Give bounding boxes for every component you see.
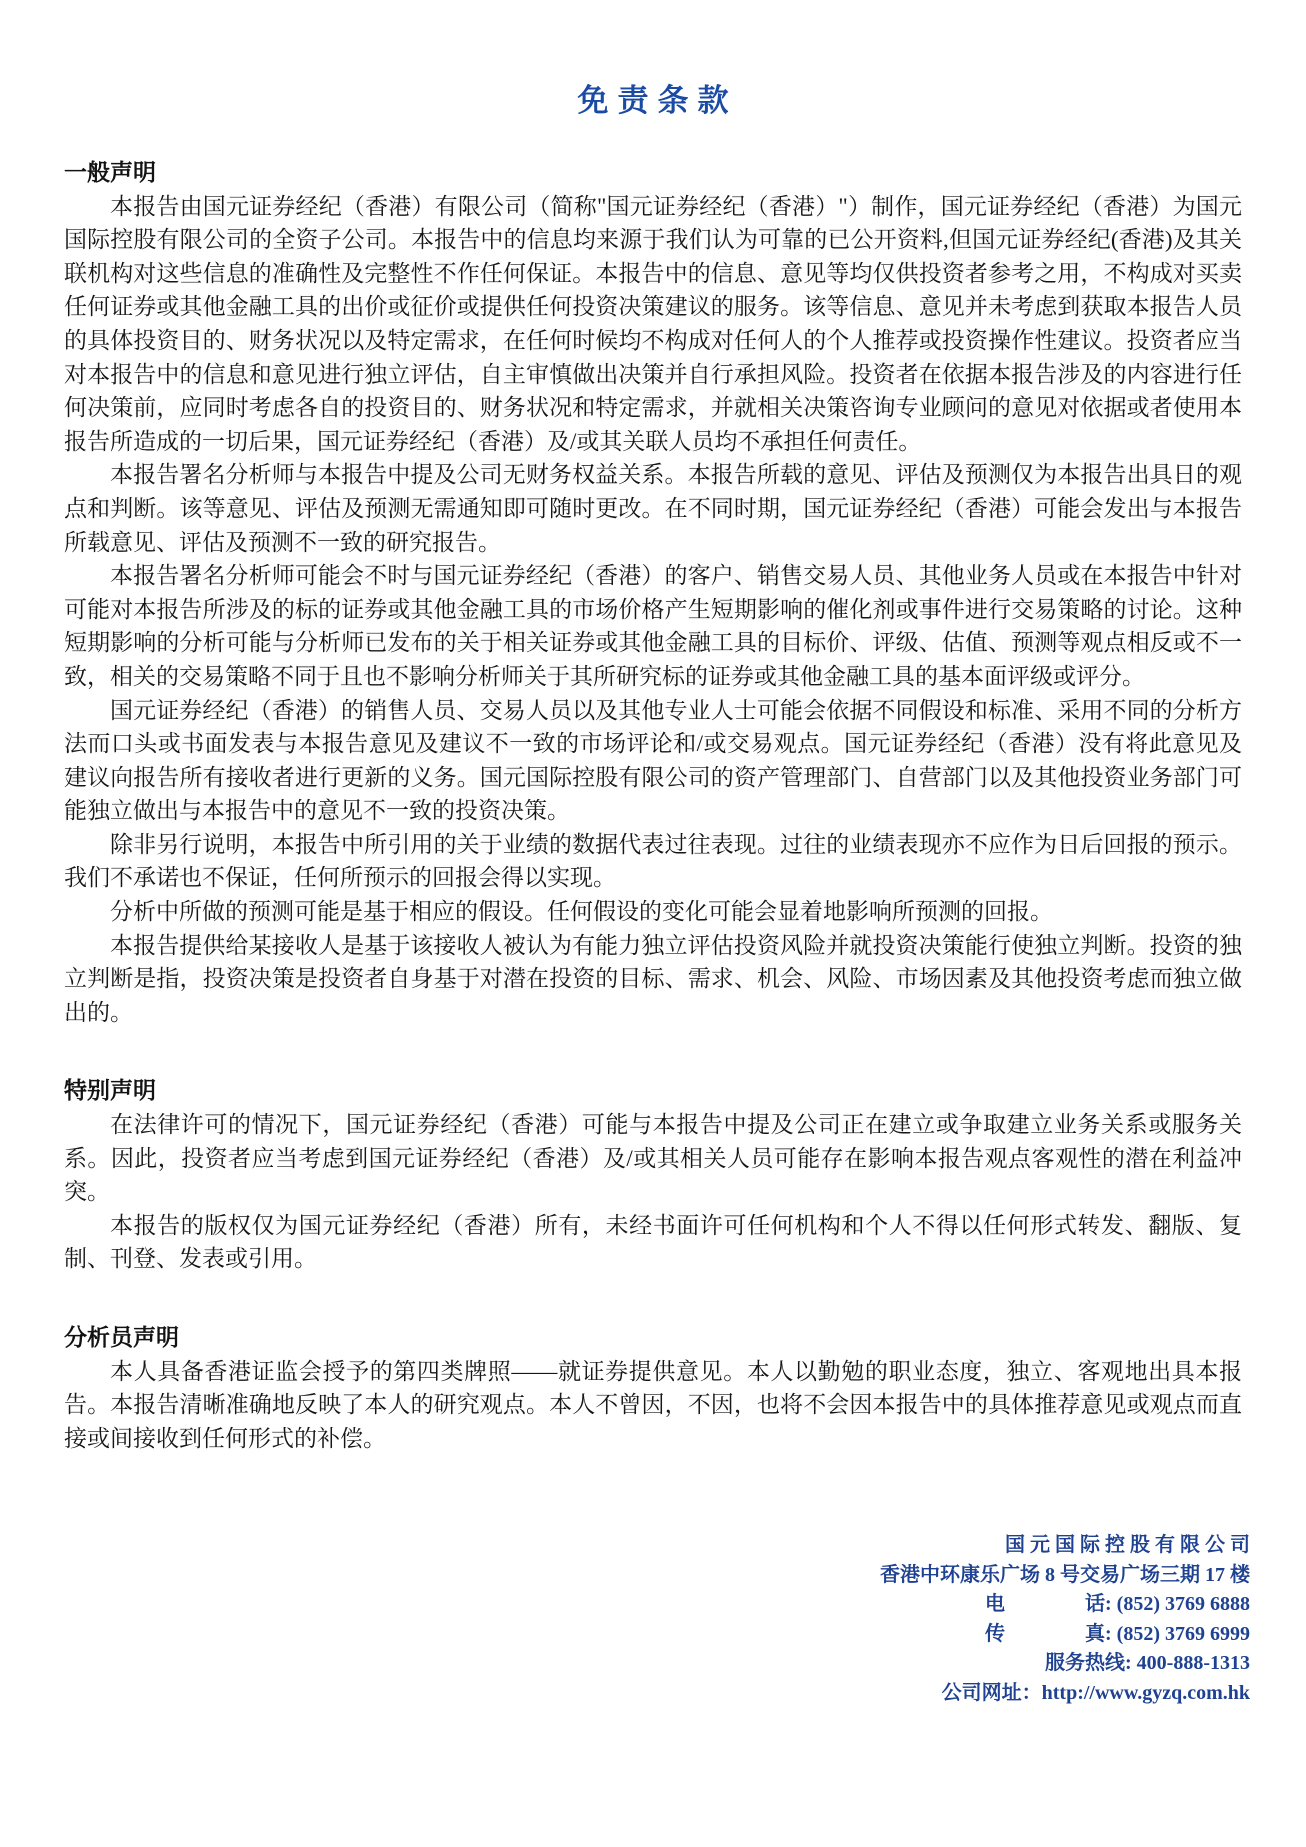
paragraph: 本报告提供给某接收人是基于该接收人被认为有能力独立评估投资风险并就投资决策能行使独立判断。投资的独立判断是指，投资决策是投资者自身基于对潜在投资的目标、需求、机会、风险、市场因素及其他投资考虑而独立做出的。 [64, 932, 1242, 1025]
section-heading-general: 一般声明 [64, 160, 156, 185]
section-heading-analyst: 分析员声明 [64, 1325, 179, 1350]
section-analyst-statement [64, 1321, 1242, 1455]
footer-address: 香港中环康乐广场 8 号交易广场三期 17 楼 [880, 1563, 1250, 1586]
footer-phone-value: (852) 3769 6888 [1116, 1593, 1250, 1616]
paragraph: 本报告署名分析师可能会不时与国元证券经纪（香港）的客户、销售交易人员、其他业务人员或在本报告中针对可能对本报告所涉及的标的证券或其他金融工具的市场价格产生短期影响的催化剂或事件进行交易策略的讨论。这种短期影响的分析可能与分析师已发布的关于相关证券或其他金融工具的目标价、评级、估值、预测等观点相反或不一致，相关的交易策略不同于且也不影响分析师关于其所研究标的证券或其他金融工具的基本面评级或评分。 [64, 563, 1242, 689]
footer-fax [64, 1620, 1250, 1650]
footer-hotline-label: 服务热线: [1045, 1652, 1137, 1675]
footer-hotline [64, 1649, 1250, 1679]
footer-phone [64, 1590, 1250, 1620]
paragraph: 本报告署名分析师与本报告中提及公司无财务权益关系。本报告所载的意见、评估及预测仅为本报告出具日的观点和判断。该等意见、评估及预测无需通知即可随时更改。在不同时期，国元证券经纪（香港）可能会发出与本报告所载意见、评估及预测不一致的研究报告。 [64, 462, 1242, 555]
footer-phone-label: 电 话: [985, 1593, 1117, 1616]
page-title: 免责条款 [577, 83, 738, 118]
paragraph: 本人具备香港证监会授予的第四类牌照——就证券提供意见。本人以勤勉的职业态度，独立、客观地出具本报告。本报告清晰准确地反映了本人的研究观点。本人不曾因，不因，也将不会因本报告中的具体推荐意见或观点而直接或间接收到任何形式的补偿。 [64, 1358, 1242, 1451]
paragraph: 分析中所做的预测可能是基于相应的假设。任何假设的变化可能会显着地影响所预测的回报。 [110, 899, 1053, 925]
section-special-statement [64, 1074, 1242, 1276]
paragraph: 本报告的版权仅为国元证券经纪（香港）所有，未经书面许可任何机构和个人不得以任何形式转发、翻版、复制、刊登、发表或引用。 [64, 1212, 1242, 1272]
paragraph: 本报告由国元证券经纪（香港）有限公司（简称"国元证券经纪（香港）"）制作，国元证券经纪（香港）为国元国际控股有限公司的全资子公司。本报告中的信息均来源于我们认为可靠的已公开资料,但国元证券经纪(香港)及其关联机构对这些信息的准确性及完整性不作任何保证。本报告中的信息、意见等均仅供投资者参考之用，不构成对买卖任何证券或其他金融工具的出价或征价或提供任何投资决策建议的服务。该等信息、意见并未考虑到获取本报告人员的具体投资目的、财务状况以及特定需求，在任何时候均不构成对任何人的个人推荐或投资操作性建议。投资者应当对本报告中的信息和意见进行独立评估，自主审慎做出决策并自行承担风险。投资者在依据本报告涉及的内容进行任何决策前，应同时考虑各自的投资目的、财务状况和特定需求，并就相关决策咨询专业顾问的意见对依据或者使用本报告所造成的一切后果，国元证券经纪（香港）及/或其关联人员均不承担任何责任。 [64, 193, 1242, 454]
paragraph: 国元证券经纪（香港）的销售人员、交易人员以及其他专业人士可能会依据不同假设和标准、采用不同的分析方法而口头或书面发表与本报告意见及建议不一致的市场评论和/或交易观点。国元证券经纪（香港）没有将此意见及建议向报告所有接收者进行更新的义务。国元国际控股有限公司的资产管理部门、自营部门以及其他投资业务部门可能独立做出与本报告中的意见不一致的投资决策。 [64, 697, 1242, 824]
footer-website-label: 公司网址： [941, 1681, 1042, 1704]
footer-company-name: 国 元 国 际 控 股 有 限 公 司 [1005, 1534, 1250, 1557]
section-general-statement [64, 156, 1242, 1029]
section-heading-special: 特别声明 [64, 1078, 156, 1104]
footer-hotline-value: 400-888-1313 [1136, 1652, 1250, 1675]
footer-website [64, 1679, 1250, 1709]
footer-fax-value: (852) 3769 6999 [1116, 1622, 1250, 1645]
footer-contact-block [64, 1531, 1250, 1708]
paragraph: 除非另行说明，本报告中所引用的关于业绩的数据代表过往表现。过往的业绩表现亦不应作为日后回报的预示。我们不承诺也不保证，任何所预示的回报会得以实现。 [64, 831, 1242, 891]
footer-fax-label: 传 真: [985, 1622, 1117, 1645]
website-link[interactable]: http://www.gyzq.com.hk [1041, 1681, 1250, 1704]
paragraph: 在法律许可的情况下，国元证券经纪（香港）可能与本报告中提及公司正在建立或争取建立业务关系或服务关系。因此，投资者应当考虑到国元证券经纪（香港）及/或其相关人员可能存在影响本报告观点客观性的潜在利益冲突。 [64, 1112, 1242, 1205]
